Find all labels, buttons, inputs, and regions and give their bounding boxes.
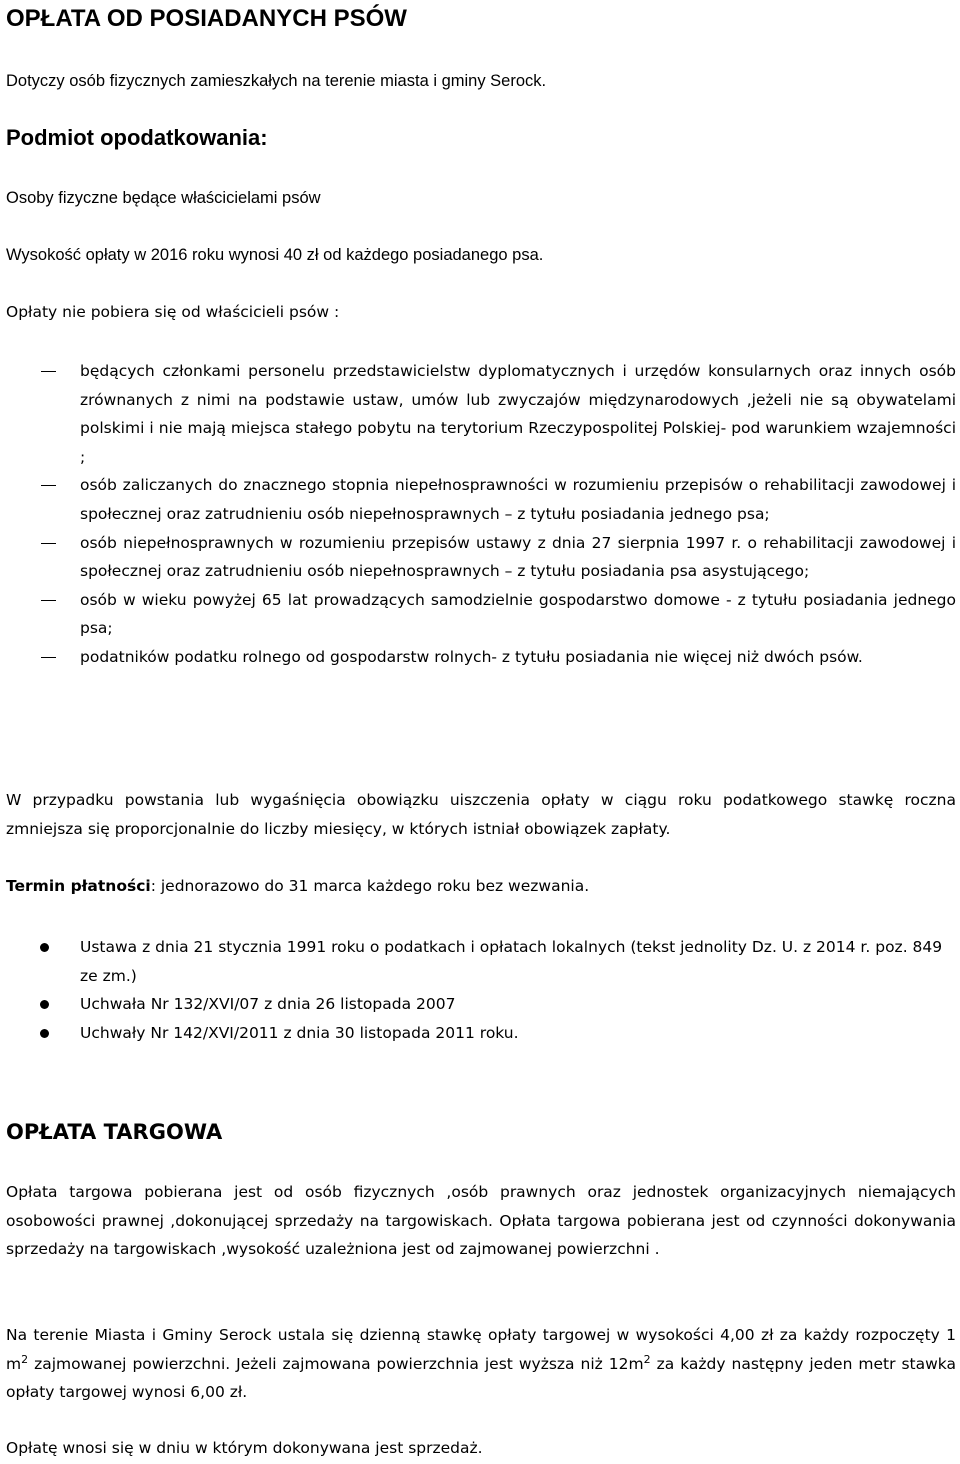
exemption-text: będących członkami personelu przedstawicielstw dyplomatycznych i urzędów konsularnych oraz innych osób zrównanych z nimi na podstawie ustaw, umów lub zwyczajów międzynarodowych ,jeżeli nie są obywatelami polskimi i nie mają miejsca stałego pobytu na terytorium Rzeczypospolitej Polskiej- pod warunkiem wzajemności ; [80, 362, 956, 466]
exemption-item [0, 529, 956, 586]
exemption-item [0, 357, 956, 471]
rate-superscript-2: 2 [643, 1352, 651, 1366]
bullet-icon [40, 1000, 49, 1009]
exemption-text: osób zaliczanych do znacznego stopnia niepełnosprawności w rozumieniu przepisów o rehabilitacji zawodowej i społecznej oraz zatrudnieniu osób niepełnosprawnych – z tytułu posiadania jednego psa; [80, 476, 956, 523]
proportional-text: W przypadku powstania lub wygaśnięcia obowiązku uiszczenia opłaty w ciągu roku podatkowego stawkę roczna zmniejsza się proporcjonalnie do liczby miesięcy, w których istniał obowiązek zapłaty. [6, 791, 956, 838]
legal-basis-item [0, 1019, 956, 1048]
rate-text: Wysokość opłaty w 2016 roku wynosi 40 zł od każdego posiadanego psa. [6, 246, 544, 264]
exemption-text: podatników podatku rolnego od gospodarstw rolnych- z tytułu posiadania nie więcej niż dwóch psów. [80, 647, 863, 666]
deadline-label: Termin płatności [6, 877, 151, 895]
market-fee-payment: Opłatę wnosi się w dniu w którym dokonywana jest sprzedaż. [6, 1439, 483, 1457]
exemption-item [0, 471, 956, 528]
dash-icon [41, 485, 56, 486]
exemption-text: osób niepełnosprawnych w rozumieniu przepisów ustawy z dnia 27 sierpnia 1997 r. o rehabilitacji zawodowej i społecznej oraz zatrudnieniu osób niepełnosprawnych – z tytułu posiadania psa asystującego; [80, 533, 956, 581]
rate-part-1: Na terenie Miasta i Gminy Serock ustala się dzienną stawkę opłaty targowej w wysokości 4,00 zł za każdy rozpoczęty 1 m [6, 1326, 956, 1373]
legal-basis-text: Uchwały Nr 142/XVI/2011 z dnia 30 listopada 2011 roku. [80, 1023, 519, 1042]
exemption-item [0, 586, 956, 643]
dash-icon [41, 600, 56, 601]
dash-icon [41, 543, 56, 544]
page-title: OPŁATA OD POSIADANYCH PSÓW [6, 5, 407, 32]
market-fee-description: Opłata targowa pobierana jest od osób fizycznych ,osób prawnych oraz jednostek organizacyjnych niemających osobowości prawnej ,dokonującej sprzedaży na targowiskach. Opłata targowa pobierana jest od czynności dokonywania sprzedaży na targowiskach ,wysokość uzależniona jest od zajmowanej powierzchni . [6, 1183, 956, 1259]
rate-part-3: za każdy następny jeden metr stawka opłaty targowej wynosi 6,00 zł. [6, 1354, 956, 1402]
market-fee-rate [6, 1321, 956, 1407]
section-title-market-fee: OPŁATA TARGOWA [6, 1120, 223, 1144]
exemption-text: osób w wieku powyżej 65 lat prowadzących samodzielnie gospodarstwo domowe - z tytułu posiadania jednego psa; [80, 590, 956, 638]
rate-part-2: zajmowanej powierzchni. Jeżeli zajmowana powierzchnia jest wyższa niż 12m [28, 1354, 644, 1373]
bullet-icon [40, 943, 49, 952]
subject-text: Osoby fizyczne będące właścicielami psów [6, 189, 321, 207]
legal-basis-list [0, 933, 960, 1047]
dash-icon [41, 657, 56, 658]
legal-basis-item [0, 990, 956, 1019]
dash-icon [41, 371, 56, 372]
legal-basis-text: Ustawa z dnia 21 stycznia 1991 roku o podatkach i opłatach lokalnych (tekst jednolity Dz. U. z 2014 r. poz. 849 ze zm.) [80, 938, 943, 985]
exemption-item [0, 643, 956, 672]
deadline-text: : jednorazowo do 31 marca każdego roku bez wezwania. [150, 877, 590, 895]
payment-deadline [6, 872, 956, 901]
subject-heading: Podmiot opodatkowania: [6, 125, 268, 150]
legal-basis-item [0, 933, 956, 990]
bullet-icon [40, 1029, 49, 1038]
scope-text: Dotyczy osób fizycznych zamieszkałych na terenie miasta i gminy Serock. [6, 72, 547, 90]
exemptions-list [0, 357, 960, 672]
rate-superscript-1: 2 [21, 1352, 29, 1366]
legal-basis-text: Uchwała Nr 132/XVI/07 z dnia 26 listopada 2007 [80, 995, 456, 1014]
exemptions-intro: Opłaty nie pobiera się od właścicieli psów : [6, 303, 340, 321]
